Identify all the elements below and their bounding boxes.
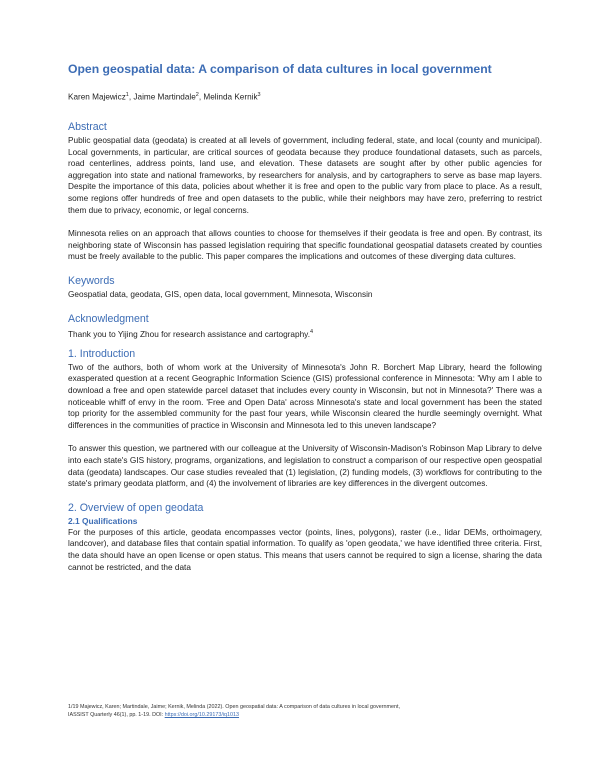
citation-line-2 (68, 711, 542, 719)
introduction-section (68, 348, 542, 490)
author-affiliation-mark: 3 (257, 92, 261, 98)
keywords-text: Geospatial data, geodata, GIS, open data, local government, Minnesota, Wisconsin (68, 289, 373, 299)
citation-line: 1/19 Majewicz, Karen; Martindale, Jaime; Kernik, Melinda (2022). Open geospatial data: A comparison of data cultures in local government, (68, 704, 400, 710)
abstract-section (68, 121, 542, 263)
author-list (68, 92, 261, 102)
acknowledgment-text (68, 327, 542, 340)
doi-link[interactable]: https://doi.org/10.29173/iq1013 (164, 712, 240, 718)
author-separator: , (128, 92, 134, 102)
introduction-paragraph: To answer this question, we partnered with our colleague at the University of Wisconsin-Madison's Robinson Map Library to delve into each state's GIS history, programs, organizations, and legislation to construct a comparison of our respective open geospatial data (geodata) landscapes. Our case studies revealed that (1) legislation, (2) funding models, (3) workflows for contributing to the state's primary geodata platform, and (4) the involvement of libraries are key differences in the divergent outcomes. (68, 444, 542, 489)
overview-heading: 2. Overview of open geodata (68, 501, 204, 514)
keywords-heading: Keywords (68, 274, 115, 287)
qualifications-subheading: 2.1 Qualifications (68, 515, 138, 526)
acknowledgment-heading: Acknowledgment (68, 312, 149, 325)
author-name: Jaime Martindale (133, 92, 196, 102)
acknowledgment-sentence: Thank you to Yijing Zhou for research assistance and cartography. (68, 329, 310, 339)
author-name: Karen Majewicz (68, 92, 126, 102)
author-separator: , (198, 92, 204, 102)
abstract-paragraph: Minnesota relies on an approach that allows counties to choose for themselves if their geodata is free and open. By contrast, its neighboring state of Wisconsin has passed legislation requiring that specific foundational geospatial datasets created by counties must be freely available to the public. This paper compares the implications and outcomes of these diverging data cultures. (68, 229, 542, 262)
abstract-heading: Abstract (68, 121, 107, 133)
paper-title: Open geospatial data: A comparison of data cultures in local government (68, 62, 492, 76)
footnote-mark: 4 (309, 328, 314, 335)
introduction-heading: 1. Introduction (68, 347, 136, 360)
author-affiliation-mark: 2 (195, 92, 199, 98)
qualifications-paragraph: For the purposes of this article, geodata encompasses vector (points, lines, polygons), raster (i.e., lidar DEMs, orthoimagery, landcover), and database files that contain spatial information. To qualify as 'open geodata,' we have identified three criteria. First, the data should have an open license or open status. This means that users cannot be required to sign a license, sharing the data cannot be restricted, and the data (68, 527, 542, 572)
acknowledgment-section (68, 313, 542, 340)
citation-prefix: IASSIST Quarterly 46(1), pp. 1-19. DOI: (68, 712, 165, 718)
overview-section (68, 502, 542, 573)
paper-body (68, 121, 542, 573)
introduction-paragraph: Two of the authors, both of whom work at the University of Minnesota's John R. Borchert Map Library, heard the following exasperated question at a recent Geographic Information Science (GIS) professional conference in Minnesota: 'Why am I able to download a free and open statewide parcel dataset that includes every county in Wisconsin, but not in Minnesota?' There was a noticeable whiff of envy in the room. 'Free and Open Data' across Minnesota's state and local government has been the stated top priority for the assembled community for the past four years, while Wisconsin cleared the hurdle seemingly overnight. What differences in the communities of practice in Wisconsin and Minnesota led to this uneven landscape? (68, 362, 542, 430)
author-name: Melinda Kernik (203, 92, 258, 102)
keywords-section (68, 275, 542, 301)
citation-footer (68, 703, 542, 719)
author-affiliation-mark: 1 (125, 92, 129, 98)
abstract-paragraph: Public geospatial data (geodata) is created at all levels of government, including federal, state, and local (county and municipal). Local governments, in particular, are critical sources of geodata because they produce foundational datasets, such as parcels, road centerlines, address points, land use, and elevation. These datasets are sought after by other public agencies for aggregation into state and national frameworks, by researchers for analysis, and by cartographers to serve as base map layers. Despite the importance of this data, policies about whether it is free and open to the public vary from place to place. As a result, some regions offer hundreds of free and open datasets to the public, while their neighbors may have zero, preferring to restrict them due to privacy, economic, or legal concerns. (68, 136, 542, 215)
